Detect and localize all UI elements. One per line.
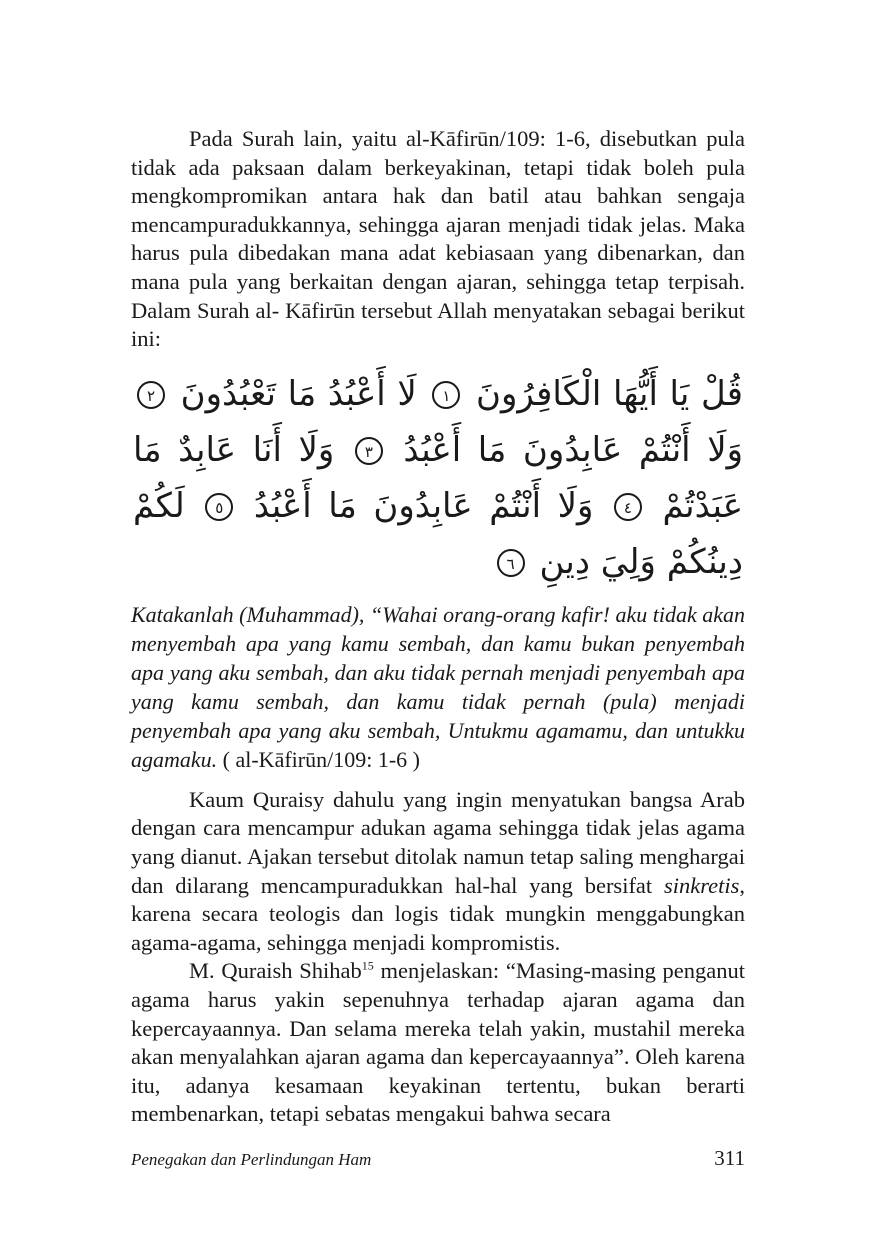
paragraph-shihab-text: menjelaskan: “Masing-masing penganut agama harus yakin sepenuhnya terhadap ajaran agama dan kepercayaannya. Dan selama mereka telah yakin, mustahil mereka akan menyalahkan ajaran agama dan kepercayaannya”. Oleh karena itu, adanya kesamaan keyakinan tertentu, bukan berarti membenarkan, tetapi sebatas mengakui bahwa secara [131, 958, 746, 1127]
ayah-number-5: ٥ [205, 493, 233, 521]
quran-verses [131, 366, 745, 590]
verse-1: قُلْ يَا أَيُّهَا الْكَافِرُونَ [476, 373, 744, 414]
ayah-number-3: ٣ [355, 437, 383, 465]
verse-3: وَلَا أَنْتُمْ عَابِدُونَ مَا أَعْبُدُ [403, 429, 743, 470]
paragraph-intro: Pada Surah lain, yaitu al-Kāfirūn/109: 1-6, disebutkan pula tidak ada paksaan dalam berkeyakinan, tetapi tidak boleh pula mengkompromikan antara hak dan batil atau bahkan sengaja mencampuradukkannya, sehingga ajaran menjadi tidak jelas. Maka harus pula dibedakan mana adat kebiasaan yang dibenarkan, dan mana pula yang berkaitan dengan ajaran, sehingga tetap terpisah. Dalam Surah al- Kāfirūn tersebut Allah menyatakan sebagai berikut ini: [131, 126, 745, 352]
translation-paragraph [131, 600, 745, 774]
translation-text: Katakanlah (Muhammad), “Wahai orang-orang kafir! aku tidak akan menyembah apa yang kamu sembah, dan kamu bukan penyembah apa yang aku sembah, dan aku tidak pernah menjadi penyembah apa yang kamu sembah, dan kamu tidak pernah (pula) menjadi penyembah apa yang aku sembah, Untukmu agamamu, dan untukku agamaku. [131, 601, 745, 772]
paragraph-quraisy [131, 786, 745, 958]
ayah-number-2: ٢ [137, 381, 165, 409]
page-body [131, 125, 745, 1129]
page-footer [131, 1146, 745, 1171]
page-number: 311 [714, 1146, 745, 1170]
paragraph-quraisy-text-end: , karena secara teologis dan logis tidak mungkin menggabungkan agama-agama, sehingga menjadi kompromistis. [131, 872, 745, 955]
verse-2: لَا أَعْبُدُ مَا تَعْبُدُونَ [180, 373, 417, 414]
verse-4: وَلَا أَنَا عَابِدٌ مَا عَبَدْتُمْ [133, 429, 743, 526]
ayah-number-4: ٤ [614, 493, 642, 521]
translation-reference: ( al-Kāfirūn/109: 1-6 ) [217, 746, 420, 772]
paragraph-quraisy-text: Kaum Quraisy dahulu yang ingin menyatukan bangsa Arab dengan cara mencampur adukan agama sehingga tidak jelas agama yang dianut. Ajakan tersebut ditolak namun tetap saling menghargai dan dilarang mencampuradukkan hal-hal yang bersifat [131, 786, 745, 898]
paragraph-shihab [131, 957, 745, 1129]
verse-5: وَلَا أَنْتُمْ عَابِدُونَ مَا أَعْبُدُ [253, 485, 594, 526]
term-sinkretis: sinkretis [663, 872, 740, 898]
footnote-marker[interactable]: 15 [361, 958, 374, 973]
verse-6: لَكُمْ دِينُكُمْ وَلِيَ دِينِ [133, 485, 743, 582]
running-title: Penegakan dan Perlindungan Ham [131, 1150, 372, 1169]
author-name: M. Quraish Shihab [189, 958, 362, 984]
ayah-number-6: ٦ [497, 549, 525, 577]
ayah-number-1: ١ [432, 381, 460, 409]
